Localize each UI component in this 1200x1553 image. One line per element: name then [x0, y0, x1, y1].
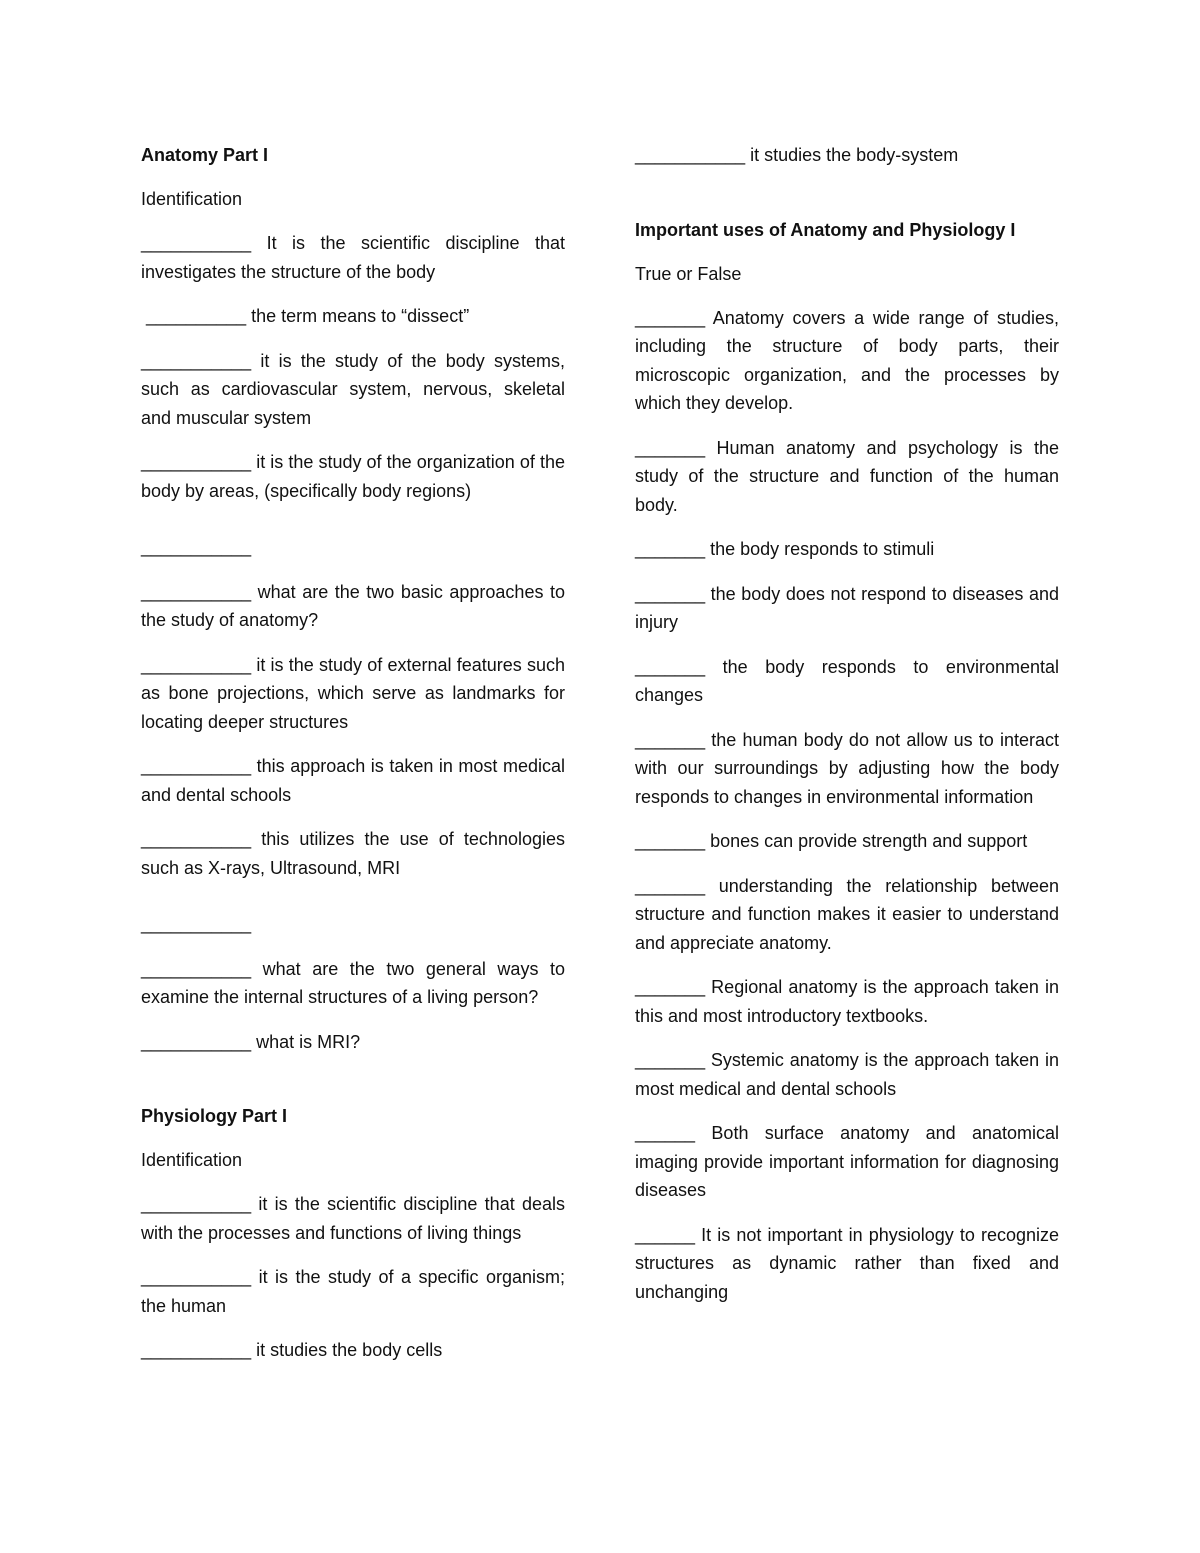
- question-text: this approach is taken in most medical and dental schools: [141, 756, 565, 805]
- question-text: it is the study of the organization of the body by areas, (specifically body regions): [141, 452, 565, 501]
- answer-blank: ___________: [141, 654, 252, 675]
- anatomy-section-title: Anatomy Part I: [141, 145, 269, 165]
- physiology-section-title: Physiology Part I: [141, 1106, 288, 1126]
- question-item: [141, 1336, 565, 1365]
- answer-blank: ___________: [141, 233, 252, 253]
- statement-item: [635, 1046, 1059, 1103]
- answer-blank: ___________: [141, 1031, 252, 1052]
- uses-section-subtitle: True or False: [635, 263, 742, 284]
- statement-item: [635, 434, 1059, 520]
- question-item: [635, 141, 1059, 170]
- right-column: [635, 141, 1059, 1322]
- question-text: what is MRI?: [251, 1031, 361, 1052]
- answer-blank: ___________: [141, 350, 252, 371]
- statement-text: bones can provide strength and support: [705, 831, 1028, 851]
- question-item: [141, 302, 565, 331]
- uses-section-title: Important uses of Anatomy and Physiology I: [635, 219, 1016, 240]
- statement-item: [635, 973, 1059, 1030]
- question-item: [141, 752, 565, 809]
- answer-blank: ______: [635, 1123, 696, 1143]
- answer-blank: ___________: [141, 452, 252, 472]
- statement-text: Both surface anatomy and anatomical imaging provide important information for diagnosing diseases: [635, 1123, 1059, 1200]
- answer-blank: _______: [635, 437, 706, 458]
- question-text: what are the two basic approaches to the study of anatomy?: [141, 581, 565, 630]
- statement-item: [635, 827, 1059, 856]
- question-text: the term means to “dissect”: [246, 306, 470, 326]
- answer-blank: ___________: [635, 145, 746, 165]
- statement-text: It is not important in physiology to recognize structures as dynamic rather than fixed and unchanging: [635, 1224, 1059, 1302]
- statement-item: [635, 1221, 1059, 1307]
- anatomy-section-subtitle: Identification: [141, 189, 243, 209]
- answer-blank: ___________: [141, 581, 252, 602]
- statement-text: Systemic anatomy is the approach taken in most medical and dental schools: [635, 1050, 1059, 1099]
- question-item: [141, 910, 565, 939]
- question-item: [141, 825, 565, 882]
- statement-text: the body does not respond to diseases and injury: [635, 583, 1059, 632]
- question-item: [141, 651, 565, 737]
- statement-item: [635, 1119, 1059, 1205]
- statement-text: the human body do not allow us to interact with our surroundings by adjusting how the body responds to changes in environmental information: [635, 729, 1059, 807]
- question-text: this utilizes the use of technologies such as X-rays, Ultrasound, MRI: [141, 829, 565, 878]
- question-text: what are the two general ways to examine the internal structures of a living person?: [141, 958, 565, 1007]
- question-item: [141, 229, 565, 286]
- question-item: [141, 955, 565, 1012]
- question-item: [141, 448, 565, 505]
- answer-blank: ___________: [141, 1267, 252, 1287]
- answer-blank: _______: [635, 656, 706, 677]
- question-text: it studies the body-system: [745, 145, 959, 165]
- answer-blank: _______: [635, 539, 706, 559]
- left-column: [141, 141, 565, 1381]
- question-item: [141, 1190, 565, 1247]
- statement-text: Human anatomy and psychology is the study of the structure and function of the human body.: [635, 437, 1059, 515]
- answer-blank: _______: [635, 831, 706, 851]
- question-text: it is the study of a specific organism; the human: [141, 1267, 565, 1316]
- question-item: [141, 578, 565, 635]
- statement-text: the body responds to environmental changes: [635, 656, 1059, 705]
- physiology-section-subtitle: Identification: [141, 1150, 243, 1170]
- answer-blank: ______: [635, 1224, 696, 1245]
- statement-text: Anatomy covers a wide range of studies, including the structure of body parts, their microscopic organization, and the processes by which they develop.: [635, 307, 1059, 413]
- answer-blank: ___________: [141, 914, 252, 934]
- question-text: it is the scientific discipline that deals with the processes and functions of living things: [141, 1194, 565, 1243]
- question-text: it is the study of the body systems, such as cardiovascular system, nervous, skeletal and muscular system: [141, 350, 565, 428]
- question-text: it is the study of external features such as bone projections, which serve as landmarks for locating deeper structures: [141, 654, 565, 732]
- answer-blank: ___________: [141, 756, 252, 776]
- question-item: [141, 347, 565, 433]
- statement-text: the body responds to stimuli: [705, 539, 935, 559]
- answer-blank: _______: [635, 875, 706, 896]
- statement-item: [635, 580, 1059, 637]
- question-text: it studies the body cells: [251, 1340, 443, 1360]
- answer-blank: ___________: [141, 1194, 252, 1214]
- question-item: [141, 1263, 565, 1320]
- answer-blank: _______: [635, 1050, 706, 1070]
- answer-blank: ___________: [141, 829, 252, 849]
- answer-blank: __________: [141, 306, 247, 326]
- question-text: It is the scientific discipline that investigates the structure of the body: [141, 233, 565, 282]
- statement-text: understanding the relationship between structure and function makes it easier to understand and appreciate anatomy.: [635, 875, 1059, 953]
- statement-item: [635, 535, 1059, 564]
- answer-blank: _______: [635, 307, 706, 328]
- answer-blank: ___________: [141, 1340, 252, 1360]
- question-item: [141, 533, 565, 562]
- answer-blank: _______: [635, 977, 706, 997]
- question-item: [141, 1028, 565, 1057]
- statement-text: Regional anatomy is the approach taken in this and most introductory textbooks.: [635, 977, 1059, 1026]
- statement-item: [635, 304, 1059, 418]
- answer-blank: _______: [635, 583, 706, 604]
- statement-item: [635, 872, 1059, 958]
- answer-blank: ___________: [141, 537, 252, 557]
- answer-blank: _______: [635, 729, 706, 750]
- answer-blank: ___________: [141, 958, 252, 979]
- statement-item: [635, 726, 1059, 812]
- statement-item: [635, 653, 1059, 710]
